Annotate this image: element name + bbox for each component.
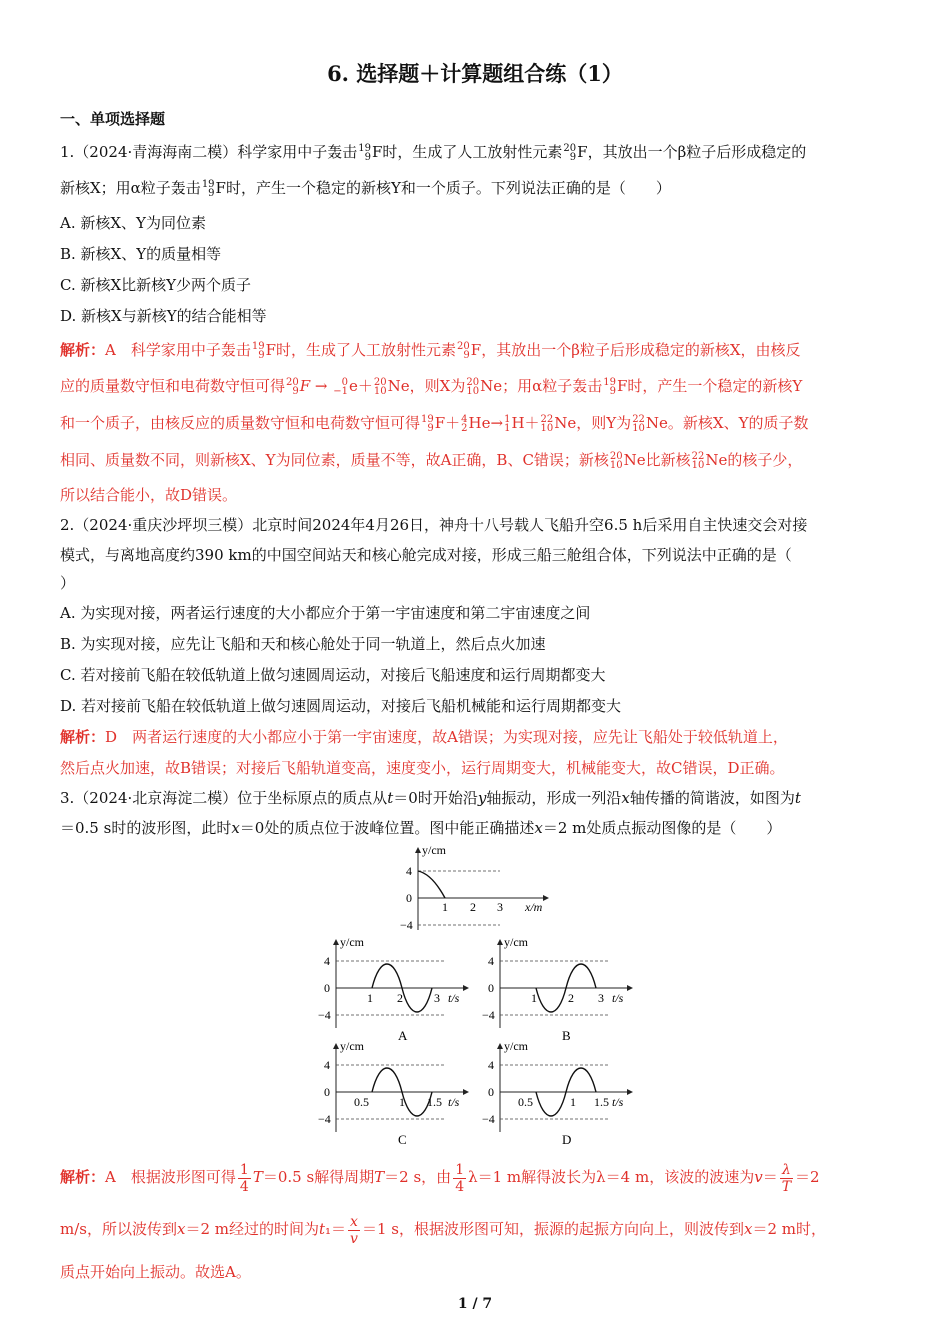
svg-text:3: 3 <box>434 991 440 1005</box>
section-heading: 一、单项选择题 <box>60 110 166 128</box>
svg-text:1: 1 <box>399 1095 405 1109</box>
graph-a <box>318 935 468 1043</box>
svg-text:0: 0 <box>324 1085 330 1099</box>
svg-text:−4: −4 <box>482 1008 495 1022</box>
svg-text:1.5: 1.5 <box>427 1095 442 1109</box>
svg-text:1.5: 1.5 <box>594 1095 609 1109</box>
fraction-x-v: $\frac{x}{v}$ <box>350 1213 358 1247</box>
wave-ytick: 4 <box>406 864 412 878</box>
q1-stem-line2: 新核X；用α粒子轰击 19 9 F时，产生一个稳定的新核Y和一个质子。下列说法正确的是（ ） <box>60 179 671 199</box>
fraction-lambda-t: $\frac{\lambda}{T}$ <box>781 1161 792 1195</box>
isotope-f19: 19 9 <box>201 179 215 199</box>
q2-answer-line1: 解析：D 两者运行速度的大小都应小于第一宇宙速度，故A错误；为实现对接，应先让飞船处于较低轨道上， <box>60 728 788 746</box>
q3-answer-line3: 质点开始向上振动。故选A。 <box>60 1263 251 1281</box>
graph-a-label: A <box>398 1028 408 1043</box>
svg-text:2: 2 <box>568 991 574 1005</box>
svg-text:t/s: t/s <box>612 991 624 1005</box>
svg-text:4: 4 <box>488 954 494 968</box>
page-title: 6. 选择题＋计算题组合练（1） <box>327 61 623 86</box>
graph-d-label: D <box>562 1132 572 1147</box>
wave-xtick: 3 <box>497 900 503 914</box>
q2-option-b: B. 为实现对接，应先让飞船和天和核心舱处于同一轨道上，然后点火加速 <box>60 635 546 653</box>
graph-b <box>482 935 632 1043</box>
svg-text:t/s: t/s <box>448 991 460 1005</box>
svg-text:1: 1 <box>570 1095 576 1109</box>
wave-curve <box>418 871 445 898</box>
q2-option-d: D. 若对接前飞船在较低轨道上做匀速圆周运动，对接后飞船机械能和运行周期都变大 <box>60 697 622 715</box>
q3-answer-line2: m/s，所以波传到x＝2 m经过的时间为t₁＝ $\frac{x}{v}$ ＝1 s，根据波形图可知，振源的起振方向向上，则波传到x＝2 m时， <box>60 1213 826 1247</box>
svg-text:y/cm: y/cm <box>340 935 364 949</box>
wave-ylabel: y/cm <box>422 843 446 857</box>
svg-text:0: 0 <box>324 981 330 995</box>
svg-text:3: 3 <box>598 991 604 1005</box>
svg-text:t/s: t/s <box>612 1095 624 1109</box>
graph-c-label: C <box>398 1132 407 1147</box>
q1-answer-line4: 相同、质量数不同，则新核X、Y为同位素，质量不等，故A正确，B、C错误；新核 20 10 Ne比新核 22 10 Ne的核子少， <box>60 451 803 471</box>
svg-text:−4: −4 <box>318 1112 331 1126</box>
q3-stem-line2: ＝0.5 s时的波形图，此时x＝0处的质点位于波峰位置。图中能正确描述x＝2 m处质点振动图像的是（ ） <box>60 819 782 837</box>
svg-text:1: 1 <box>531 991 537 1005</box>
isotope-f20: 20 9 <box>563 143 577 163</box>
svg-text:4: 4 <box>324 954 330 968</box>
isotope-f19: 19 9 <box>358 143 371 163</box>
svg-text:0.5: 0.5 <box>354 1095 369 1109</box>
page-number: 1 / 7 <box>457 1296 493 1312</box>
q1-answer-line2: 应的质量数守恒和电荷数守恒可得 20 9 F → 0 −1 e＋ 20 10 Ne，则X为 20 10 Ne；用α粒子轰击 19 9 F时，产生一个稳定的新核Y <box>60 377 803 397</box>
q1-answer-line5: 所以结合能小，故D错误。 <box>60 486 238 504</box>
fraction-quarter: $\frac{1}{4}$ <box>239 1161 249 1195</box>
q1-option-c: C. 新核X比新核Y少两个质子 <box>60 276 252 294</box>
q3-stem-line1: 3.（2024·北京海淀二模）位于坐标原点的质点从t＝0时开始沿y轴振动，形成一列沿x轴传播的简谐波，如图为t <box>60 789 801 807</box>
fraction-quarter: $\frac{1}{4}$ <box>455 1161 465 1195</box>
q1-option-b: B. 新核X、Y的质量相等 <box>60 245 222 263</box>
graph-c <box>318 1039 468 1147</box>
graph-d <box>482 1039 632 1147</box>
wave-xlabel: x/m <box>525 900 543 914</box>
q2-answer-line2: 然后点火加速，故B错误；对接后飞船轨道变高，速度变小，运行周期变大，机械能变大，故C错误，D正确。 <box>60 759 785 777</box>
graph-b-label: B <box>562 1028 571 1043</box>
q1-option-a: A. 新核X、Y为同位素 <box>60 214 206 232</box>
svg-text:2: 2 <box>397 991 403 1005</box>
svg-text:1: 1 <box>367 991 373 1005</box>
q1-answer-line1: 解析：A 科学家用中子轰击 19 9 F时，生成了人工放射性元素 20 9 F，其放出一个β粒子后形成稳定的新核X，由核反 <box>60 341 801 361</box>
q1-option-d: D. 新核X与新核Y的结合能相等 <box>60 307 267 325</box>
q2-stem-line2: 模式，与离地高度约390 km的中国空间站天和核心舱完成对接，形成三船三舱组合体，下列说法中正确的是（ <box>60 546 792 564</box>
wave-ytick: 0 <box>406 891 412 905</box>
svg-text:y/cm: y/cm <box>504 1039 528 1053</box>
svg-text:t/s: t/s <box>448 1095 460 1109</box>
wave-xtick: 1 <box>442 900 448 914</box>
wave-ytick: −4 <box>400 918 413 932</box>
svg-text:y/cm: y/cm <box>340 1039 364 1053</box>
svg-text:y/cm: y/cm <box>504 935 528 949</box>
q3-figure <box>300 842 650 1152</box>
wave-graph <box>400 843 548 932</box>
svg-text:4: 4 <box>488 1058 494 1072</box>
svg-text:−4: −4 <box>482 1112 495 1126</box>
svg-text:0: 0 <box>488 981 494 995</box>
svg-text:−4: −4 <box>318 1008 331 1022</box>
q2-stem-line3: ） <box>60 574 76 592</box>
q2-option-c: C. 若对接前飞船在较低轨道上做匀速圆周运动，对接后飞船速度和运行周期都变大 <box>60 666 606 684</box>
svg-text:0.5: 0.5 <box>518 1095 533 1109</box>
wave-xtick: 2 <box>470 900 476 914</box>
svg-text:4: 4 <box>324 1058 330 1072</box>
q2-option-a: A. 为实现对接，两者运行速度的大小都应介于第一宇宙速度和第二宇宙速度之间 <box>60 604 591 622</box>
q1-stem-line1: 1.（2024·青海海南二模）科学家用中子轰击 19 9 F时，生成了人工放射性元素 20 9 F，其放出一个β粒子后形成稳定的 <box>60 143 807 163</box>
q2-stem-line1: 2.（2024·重庆沙坪坝三模）北京时间2024年4月26日，神舟十八号载人飞船升空6.5 h后采用自主快速交会对接 <box>60 516 808 534</box>
svg-text:0: 0 <box>488 1085 494 1099</box>
q3-answer-line1: 解析：A 根据波形图可得 $\frac{1}{4}$ T＝0.5 s解得周期T＝2 s，由 $\frac{1}{4}$ λ＝1 m解得波长为λ＝4 m，该波的波速为v＝ $\frac{\lambda}{T}$ ＝2 <box>60 1161 820 1195</box>
q1-answer-line3: 和一个质子，由核反应的质量数守恒和电荷数守恒可得 19 9 F＋ 4 2 He→ 1 1 H＋ 22 10 Ne，则Y为 22 10 Ne。新核X、Y的质子数 <box>60 414 809 434</box>
